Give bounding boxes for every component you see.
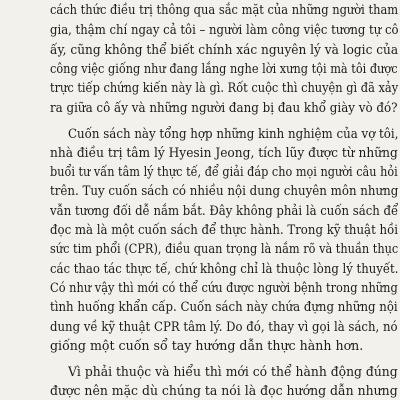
paragraph-line: tình huống khẩn cấp. Cuốn sách này chứa đựng những nội [50,299,398,315]
paragraph-line: sức tim phổi (CPR), điều quan trọng là nắm rõ và thuần thục [50,241,399,257]
paragraph-line: các thao tác thực tế, chứ không chỉ là thuộc lòng lý thuyết. [50,260,399,276]
paragraph-line: giống một cuốn sổ tay hướng dẫn thực hành hơn. [50,337,364,353]
paragraph-line: công việc giống như đang lắng nghe lời xưng tội mà tôi được [50,60,398,76]
paragraph-line: cách thức điều trị thông qua sắc mặt của những người tham [50,2,399,18]
paragraph-line: trực tiếp chứng kiến này là gì. Rốt cuộc thì chuyện gì đã xảy [50,80,399,96]
paragraph-line: trên. Tuy cuốn sách có nhiều nội dung chuyên môn nhưng [50,183,399,199]
paragraph-line: buổi tư vấn tâm lý thực tế, để giải đáp cho mọi người câu hỏi [50,164,398,180]
paragraph-line: Có như vậy thì mới có thể cứu được người bệnh trong những [50,279,398,295]
paragraph-line: Cuốn sách này tổng hợp những kinh nghiệm của vợ tôi, [68,125,399,141]
paragraph-line: gia, thậm chí ngay cả tôi – người làm công việc tương tự cô [50,22,399,38]
paragraph-line: nhà điều trị tâm lý Hyesin Jeong, tích lũy được từ những [50,144,398,160]
paragraph-line: được nên mặc dù chúng ta nói là đọc hướng dẫn nhưng [50,383,398,399]
paragraph-line: ấy, cũng không thể biết chính xác nguyên lý và logic của [50,41,399,57]
paragraph-line: đọc mà là một cuốn sách để thực hành. Trong kỹ thuật hồi [50,222,399,237]
paragraph-line: ra giữa cô ấy và những người đang bị đau khổ giày vò đó? [50,99,398,115]
paragraph-line: dung về kỹ thuật CPR tâm lý. Do đó, thay vì gọi là sách, nó [50,318,398,334]
paragraph-line: vẫn tương đối dễ nắm bắt. Đây không phải là cuốn sách để [50,202,399,218]
paragraph-line: Vì phải thuộc và hiểu thì mới có thể hành động đúng [68,363,398,379]
